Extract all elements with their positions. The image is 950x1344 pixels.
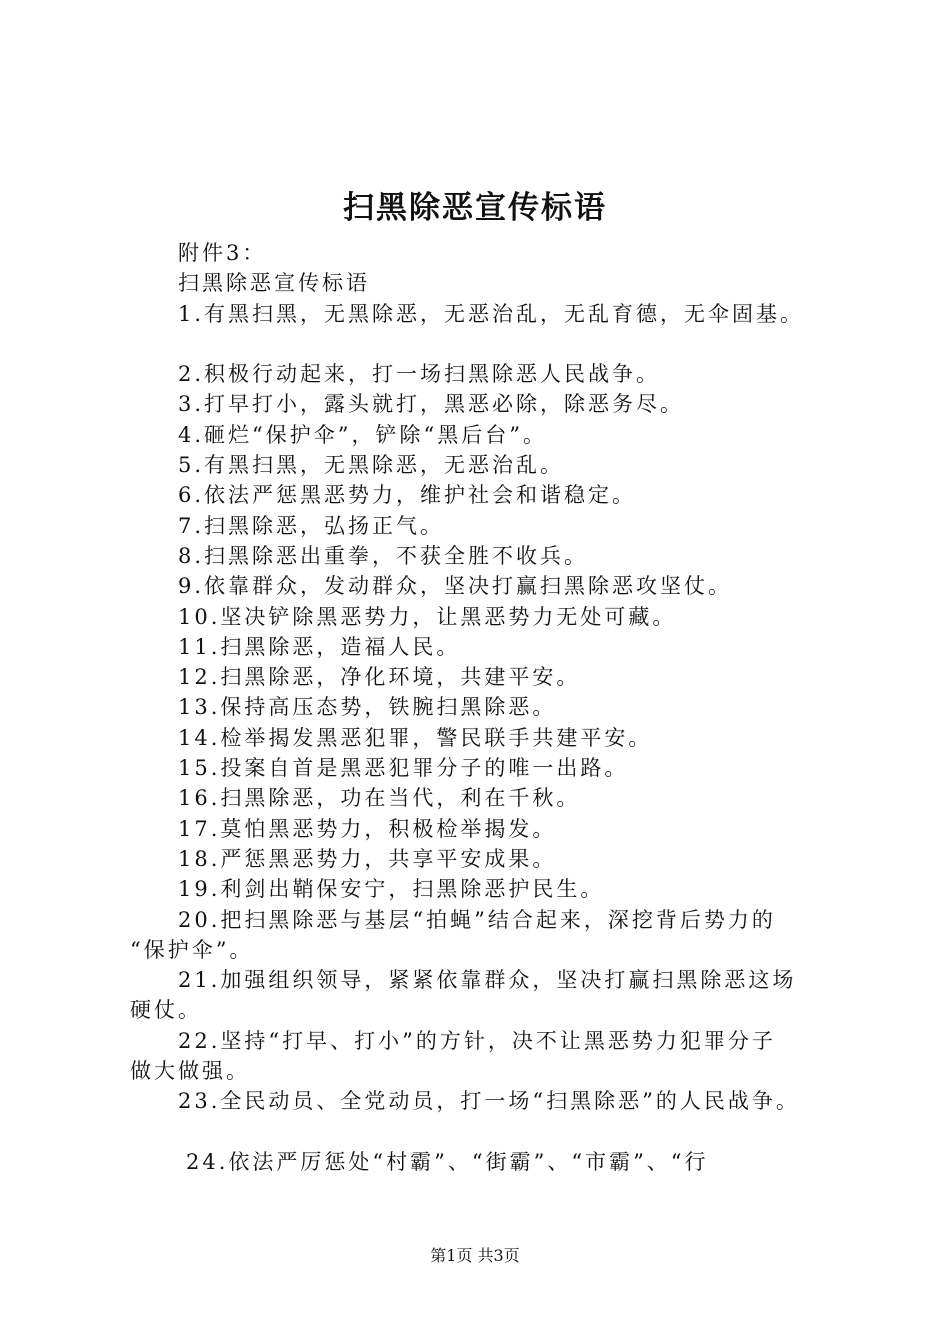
- list-item-22-line2: 做大做强。: [130, 1059, 250, 1084]
- list-item: 4.砸烂“保护伞”，铲除“黑后台”。: [178, 422, 547, 447]
- list-item: 10.坚决铲除黑恶势力，让黑恶势力无处可藏。: [178, 604, 677, 629]
- list-item-20-line2: “保护伞”。: [130, 937, 254, 962]
- list-item: 14.检举揭发黑恶犯罪，警民联手共建平安。: [178, 725, 653, 750]
- list-item: 7.扫黑除恶，弘扬正气。: [178, 513, 445, 538]
- list-item-22-line1: 22.坚持“打早、打小”的方针，决不让黑恶势力犯罪分子: [178, 1028, 776, 1053]
- list-item: 12.扫黑除恶，净化环境，共建平安。: [178, 665, 581, 690]
- list-item-20-line1: 20.把扫黑除恶与基层“拍蝇”结合起来，深挖背后势力的: [178, 907, 776, 932]
- list-item-21-line1: 21.加强组织领导，紧紧依靠群众，坚决打赢扫黑除恶这场: [178, 968, 797, 993]
- list-item: 6.依法严惩黑恶势力，维护社会和谐稳定。: [178, 483, 637, 508]
- list-item: 15.投案自首是黑恶犯罪分子的唯一出路。: [178, 756, 629, 781]
- attachment-label: 附件3：: [178, 241, 267, 265]
- list-item: 5.有黑扫黑，无黑除恶，无恶治乱。: [178, 453, 565, 478]
- blank-line: [130, 329, 845, 359]
- list-item-21-line2: 硬仗。: [130, 998, 202, 1023]
- list-item-23: 23.全民动员、全党动员，打一场“扫黑除恶”的人民战争。: [178, 1089, 800, 1114]
- list-item: 2.积极行动起来，打一场扫黑除恶人民战争。: [178, 362, 661, 387]
- list-item: 16.扫黑除恶，功在当代，利在千秋。: [178, 786, 581, 811]
- list-item: 1.有黑扫黑，无黑除恶，无恶治乱，无乱育德，无伞固基。: [178, 301, 805, 326]
- page-title: 扫黑除恶宣传标语: [343, 190, 607, 226]
- list-item-24: 24.依法严厉惩处“村霸”、“街霸”、“市霸”、“行: [186, 1149, 709, 1174]
- list-item: 11.扫黑除恶，造福人民。: [178, 634, 461, 659]
- page-footer: 第1页 共3页: [430, 1246, 520, 1265]
- blank-line: [130, 1117, 845, 1147]
- list-item: 13.保持高压态势，铁腕扫黑除恶。: [178, 695, 557, 720]
- list-item: 17.莫怕黑恶势力，积极检举揭发。: [178, 816, 557, 841]
- list-item: 18.严惩黑恶势力，共享平安成果。: [178, 846, 557, 871]
- document-subtitle: 扫黑除恶宣传标语: [178, 271, 370, 296]
- list-item: 8.扫黑除恶出重拳，不获全胜不收兵。: [178, 543, 589, 568]
- document-body: [130, 238, 845, 1177]
- list-item: 19.利剑出鞘保安宁，扫黑除恶护民生。: [178, 877, 605, 902]
- list-item: 3.打早打小，露头就打，黑恶必除，除恶务尽。: [178, 392, 685, 417]
- list-item: 9.依靠群众，发动群众，坚决打赢扫黑除恶攻坚仗。: [178, 574, 733, 599]
